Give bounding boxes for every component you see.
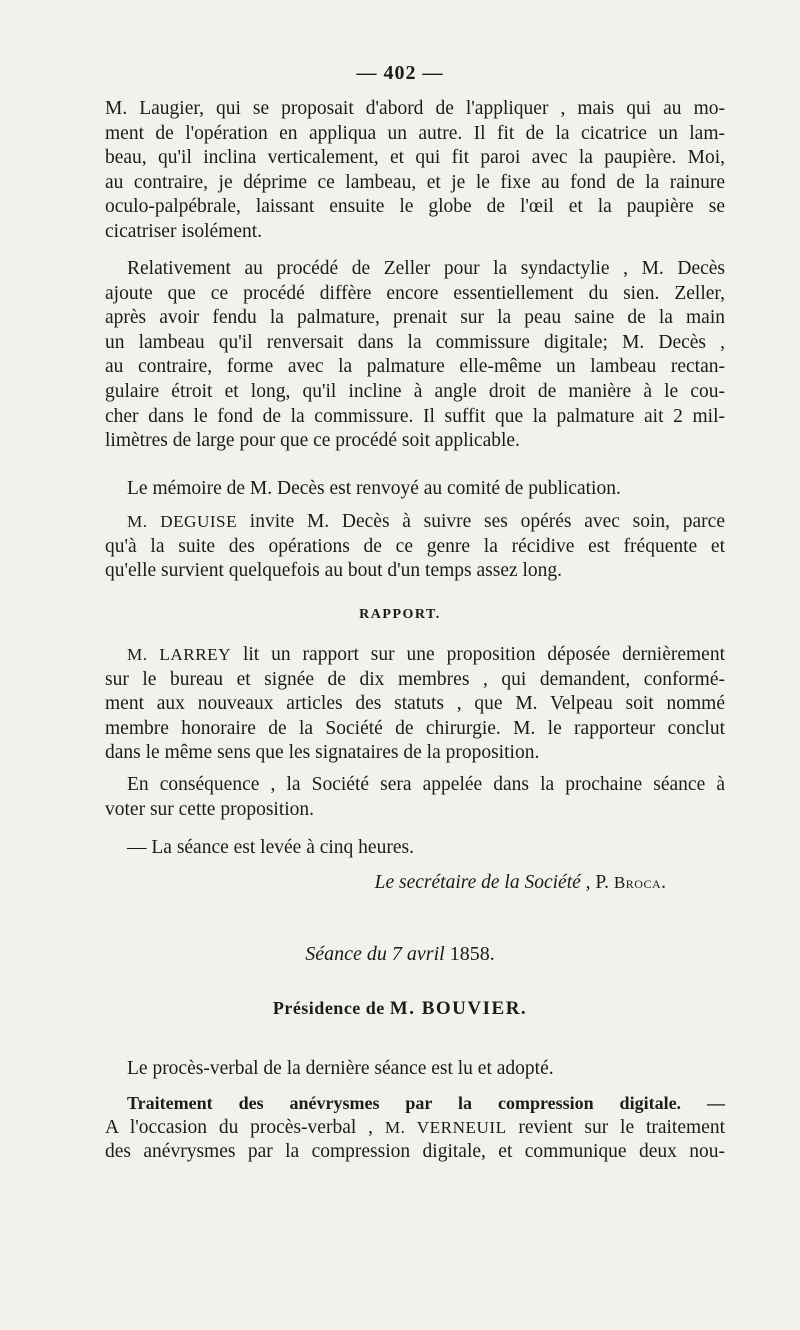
text-fragment: A l'occasion du procès-verbal , — [105, 1116, 385, 1138]
signature — [375, 872, 666, 894]
presidency-line — [0, 998, 800, 1020]
text-line: ment de l'opération en appliqua un autre. Il fit de la cicatrice un lam- — [105, 122, 725, 144]
text-line: oculo-palpébrale, laissant ensuite le globe de l'œil et la paupière se — [105, 196, 725, 218]
signature-name: Broca — [613, 873, 662, 892]
text-line: voter sur cette proposition. — [105, 798, 315, 820]
text-line: gulaire étroit et long, qu'il incline à angle droit de manière à le cou- — [105, 380, 725, 402]
page-number: — 402 — — [356, 62, 444, 84]
text-line: membre honoraire de la Société de chirurgie. M. le rapporteur conclut — [105, 717, 725, 739]
text-line: sur le bureau et signée de dix membres , qui demandent, conformé- — [105, 668, 725, 690]
paragraph-deguise — [105, 510, 725, 584]
paragraph-laugier — [105, 97, 725, 245]
text-line: ment aux nouveaux articles des statuts , que M. Velpeau soit nommé — [105, 693, 725, 715]
text-line: — La séance est levée à cinq heures. — [127, 837, 414, 858]
paragraph-proces-verbal — [105, 1057, 725, 1082]
session-year: 1858. — [449, 943, 495, 965]
paragraph-larrey — [105, 643, 725, 766]
text-line: ajoute que ce procédé diffère encore essentiellement du sien. Zeller, — [105, 282, 725, 304]
session-date: Séance du 7 avril — [305, 943, 450, 965]
text-line — [105, 510, 725, 535]
text-line: qu'à la suite des opérations de ce genre la récidive est fréquente et — [105, 535, 725, 557]
paragraph-memoire — [105, 477, 725, 502]
text-line: au contraire, forme avec la palmature elle-même un lambeau rectan- — [105, 356, 725, 378]
session-title — [0, 943, 800, 966]
text-line: beau, qu'il inclina verticalement, et qui fit paroi avec la paupière. Moi, — [105, 147, 725, 169]
text-line: qu'elle survient quelquefois au bout d'un temps assez long. — [105, 560, 563, 582]
text-line — [105, 643, 725, 668]
paragraph-traitement — [105, 1091, 725, 1165]
president-name: M. BOUVIER. — [389, 998, 528, 1019]
text-fragment: lit un rapport sur une proposition déposée dernièrement — [231, 644, 725, 665]
text-line: un lambeau qu'il renversait dans la commissure digitale; M. Decès , — [105, 331, 725, 353]
text-line: Le procès-verbal de la dernière séance est lu et adopté. — [127, 1058, 554, 1079]
speaker-name: M. DEGUISE — [127, 512, 238, 531]
text-fragment: revient sur le traitement — [506, 1116, 725, 1138]
text-line: M. Laugier, qui se proposait d'abord de l'appliquer , mais qui au mo- — [105, 98, 725, 119]
paragraph-closing — [105, 836, 725, 861]
speaker-name: M. VERNEUIL — [384, 1117, 507, 1137]
text-line: limètres de large pour que ce procédé soit applicable. — [105, 430, 520, 452]
text-line: cher dans le fond de la commissure. Il suffit que la palmature ait 2 mil- — [105, 405, 725, 427]
text-line — [105, 1116, 725, 1141]
signature-end: . — [661, 872, 666, 893]
signature-separator: , P. — [580, 872, 614, 893]
text-line: Le mémoire de M. Decès est renvoyé au comité de publication. — [127, 478, 621, 499]
text-line: En conséquence , la Société sera appelée dans la prochaine séance à — [127, 774, 725, 795]
text-line: Relativement au procédé de Zeller pour la syndactylie , M. Decès — [127, 258, 725, 279]
section-heading: RAPPORT. — [359, 607, 441, 622]
text-line: des anévrysmes par la compression digitale, et communique deux nou- — [105, 1141, 725, 1163]
speaker-name: M. LARREY — [127, 645, 232, 664]
presidency-label: Présidence de — [272, 998, 390, 1018]
section-title: Traitement des anévrysmes par la compression digitale. — — [127, 1093, 725, 1113]
signature-role: Le secrétaire de la Société — [374, 872, 581, 893]
paragraph-zeller — [105, 257, 725, 454]
text-line: au contraire, je déprime ce lambeau, et je le fixe au fond de la rainure — [105, 171, 725, 193]
text-line: dans le même sens que les signataires de la proposition. — [105, 742, 540, 764]
text-line: cicatriser isolément. — [105, 220, 263, 242]
text-line: après avoir fendu la palmature, prenait sur la peau saine de la main — [105, 307, 725, 329]
text-fragment: invite M. Decès à suivre ses opérés avec soin, parce — [237, 511, 725, 532]
paragraph-consequence — [105, 773, 725, 822]
